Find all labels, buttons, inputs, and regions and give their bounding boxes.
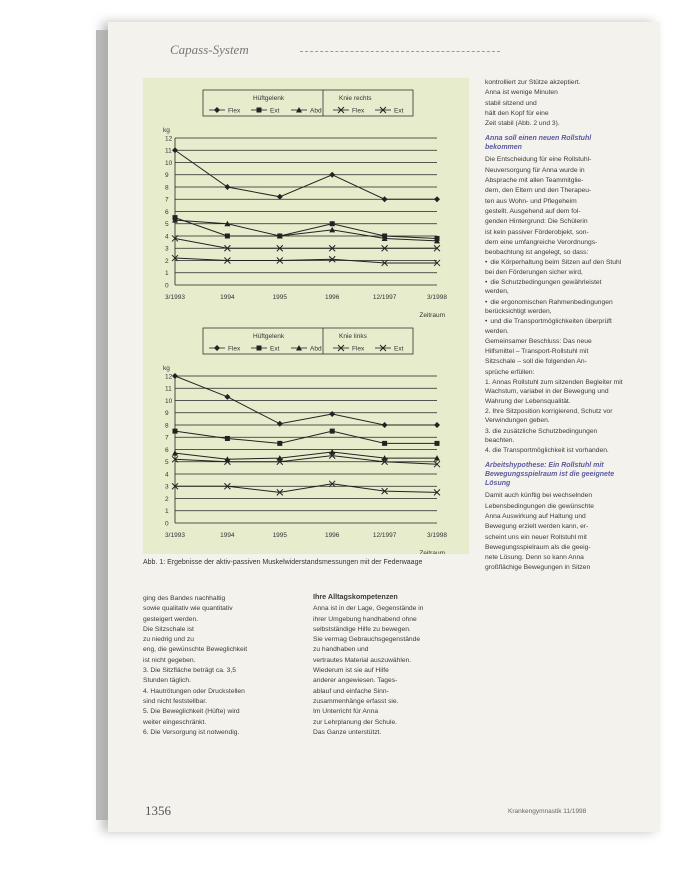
text-line: Die Entscheidung für eine Rollstuhl- [485, 156, 592, 164]
legend-group-label: Knie rechts [339, 95, 372, 102]
text-line: scheint uns ein neuer Rollstuhl mit [485, 533, 587, 541]
y-tick-label: 5 [165, 459, 169, 467]
right-heading-1: Anna soll einen neuen Rollstuhl bekommen [485, 135, 592, 152]
legend-entry: Flex [352, 345, 365, 353]
data-point-1 [435, 441, 440, 446]
numbered-item: 4. die Transportmöglichkeit ist vorhanden. [485, 447, 609, 455]
x-tick-label: 12/1997 [372, 294, 397, 301]
data-point-0 [257, 108, 262, 113]
text-line: Sie vermag Gebrauchsgegenstände [313, 636, 421, 644]
text-line: beobachtung ist angelegt, so dass: [485, 249, 589, 257]
bullet-item: • die Körperhaltung beim Sitzen auf den Stuhl bei den Förderungen sicher wird, [485, 258, 625, 277]
data-point-0 [382, 196, 388, 202]
right-column [485, 78, 625, 574]
x-tick-label: 1996 [324, 532, 340, 539]
data-point-1 [225, 436, 230, 441]
y-tick-label: 9 [165, 410, 169, 418]
y-tick-label: 2 [165, 495, 169, 503]
text-line: nete Lösung. Denn so kann Anna [485, 554, 584, 562]
text-line: Anna Auswirkung auf Haltung und [485, 512, 586, 520]
y-tick-label: 5 [165, 221, 169, 229]
text-line: weiter eingeschränkt. [143, 718, 207, 726]
text-line: Absprache mit allen Teammitglie- [485, 177, 584, 185]
y-tick-label: 6 [165, 446, 169, 454]
text-line: Im Unterricht für Anna [313, 708, 379, 716]
x-tick-label: 1995 [272, 294, 288, 301]
text-line: großflächige Bewegungen in Sitzen [485, 564, 591, 572]
y-tick-label: 7 [165, 434, 169, 442]
y-tick-label: 12 [165, 373, 173, 381]
right-heading-2: Arbeitshypothese: Ein Rollstuhl mit Bewegungsspielraum ist die geeignete Lösung [485, 462, 615, 488]
data-point-1 [214, 345, 220, 351]
data-point-0 [330, 221, 335, 226]
x-tick-label: 1995 [272, 532, 288, 539]
legend-entry: Flex [352, 107, 365, 115]
y-tick-label: 10 [165, 159, 173, 167]
text-line: Neuversorgung für Anna wurde in [485, 166, 585, 174]
data-point-1 [434, 422, 440, 428]
numbered-item: 1. Annas Rollstuhl zum sitzenden Begleiter mit Wachstum, variabel in der Bewegung und Wahrung der Lebensqualität. [485, 379, 623, 405]
legend-entry: Ext [394, 107, 404, 115]
y-tick-label: 4 [165, 471, 169, 479]
text-line: Anna ist wenige Minuten [485, 89, 558, 97]
text-line: Zeit stabil (Abb. 2 und 3). [485, 120, 560, 128]
x-tick-label: 1994 [220, 294, 235, 301]
y-tick-label: 11 [165, 147, 172, 155]
text-line: Das Ganze unterstützt. [313, 728, 382, 736]
text-line: stabil sitzend und [485, 99, 537, 107]
text-line: Stunden täglich. [143, 677, 191, 685]
y-tick-label: 9 [165, 172, 169, 180]
data-point-1 [173, 429, 178, 434]
data-point-1 [382, 422, 388, 428]
series-line-3 [175, 238, 437, 248]
legend-group-label: Hüftgelenk [253, 95, 285, 102]
x-tick-label: 12/1997 [372, 532, 397, 539]
text-line: zusammenhänge erfasst sie. [313, 697, 399, 705]
bullet-item: • und die Transportmöglichkeiten überprüft werden. [485, 317, 625, 336]
data-point-0 [225, 234, 230, 239]
text-line: hält den Kopf für eine [485, 109, 549, 117]
legend-entry: Ext [270, 107, 280, 115]
y-tick-label: 10 [165, 397, 173, 405]
x-tick-label: 1994 [220, 532, 235, 539]
y-tick-label: 8 [165, 184, 169, 192]
text-line: gesteigert werden. [143, 615, 199, 623]
text-line: Anna ist in der Lage, Gegenstände in [313, 605, 424, 613]
series-line-3 [175, 456, 437, 465]
x-tick-label: 3/1998 [427, 532, 447, 539]
legend-entry: Ext [394, 345, 404, 353]
figure [143, 78, 469, 554]
data-point-1 [330, 429, 335, 434]
text-line: dern, den Eltern und den Therapeu- [485, 187, 592, 195]
numbered-item: 3. die zusätzliche Schutzbedingungen beachten. [485, 427, 598, 444]
text-line: Die Sitzschale ist [143, 625, 194, 633]
text-line: ist nicht gegeben. [143, 656, 196, 664]
text-line: zur Lehrplanung der Schule. [313, 718, 398, 726]
text-line: Sitzschale – soll die folgenden An- [485, 358, 587, 366]
data-point-0 [434, 196, 440, 202]
legend-entry: Abd [310, 107, 322, 115]
y-tick-label: 1 [165, 270, 169, 278]
numbered-item: 2. Ihre Sitzposition korrigierend, Schutz vor Verwindungen geben. [485, 407, 613, 425]
data-point-1 [224, 394, 230, 400]
y-tick-label: 12 [165, 135, 173, 143]
data-point-1 [277, 421, 283, 427]
text-line: ten aus Wohn- und Pflegeheim [485, 197, 577, 205]
text-line: sowie qualitativ wie quantitativ [143, 605, 233, 613]
bullet-item: • die ergonomischen Rahmenbedingungen berücksichtigt werden, [485, 298, 625, 317]
text-line: kontrolliert zur Stütze akzeptiert. [485, 79, 581, 86]
left-column [143, 594, 303, 738]
text-line: eng, die gewünschte Beweglichkeit [143, 646, 248, 654]
figure-caption: Abb. 1: Ergebnisse der aktiv-passiven Muskelwiderstandsmessungen mit der Federwaage [143, 559, 423, 566]
y-tick-label: 3 [165, 245, 169, 253]
text-line: Bewegung erzielt werden kann, er- [485, 523, 589, 531]
text-line: Damit auch künftig bei wechselnden [485, 492, 593, 500]
text-line: Lebensbedingungen die gewünschte [485, 502, 594, 510]
x-tick-label: 3/1993 [165, 294, 185, 301]
y-tick-label: 0 [165, 520, 169, 528]
text-line: ist kein passiver Förderobjekt, son- [485, 228, 589, 236]
y-tick-label: 7 [165, 196, 169, 204]
text-line: Bewegungsspielraum als die geeig- [485, 543, 591, 551]
text-line: anderer angewiesen. Tages- [313, 677, 398, 685]
section-heading: Ihre Alltagskompetenzen [313, 592, 398, 601]
text-line: vertrautes Material auszuwählen. [313, 656, 412, 664]
x-tick-label: 3/1998 [427, 294, 447, 301]
legend-entry: Ext [270, 345, 280, 353]
data-point-1 [257, 346, 262, 351]
legend-entry: Flex [228, 107, 241, 115]
x-tick-label: 1996 [324, 294, 340, 301]
text-line: ablauf und einfache Sinn- [313, 687, 389, 695]
line-charts [143, 78, 469, 554]
series-line-1 [175, 218, 437, 239]
journal-footer: Krankengymnastik 11/1998 [508, 808, 587, 815]
text-line: 3. Die Sitzfläche beträgt ca. 3,5 [143, 667, 236, 675]
text-line: dern eine umfangreiche Verordnungs- [485, 238, 598, 246]
y-tick-label: 4 [165, 233, 169, 241]
y-tick-label: 2 [165, 257, 169, 265]
y-tick-label: 3 [165, 483, 169, 491]
text-line: Gemeinsamer Beschluss: Das neue [485, 337, 592, 345]
y-tick-label: 8 [165, 422, 169, 430]
running-header: Capass-System [170, 42, 249, 57]
legend-entry: Flex [228, 345, 241, 353]
text-line: genden Hintergrund: Die Schülerin [485, 218, 588, 226]
page-number: 1356 [145, 803, 171, 818]
text-line: sind nicht feststellbar. [143, 697, 207, 705]
data-point-1 [172, 373, 178, 379]
header-rule [300, 51, 500, 52]
text-line: 5. Die Beweglichkeit (Hüfte) wird [143, 708, 240, 716]
x-axis-label: Zeitraum [419, 312, 445, 319]
text-line: selbstständige Hilfe zu bewegen. [313, 625, 411, 633]
data-point-1 [277, 441, 282, 446]
middle-column [313, 592, 469, 738]
text-line: sprüche erfüllen: [485, 368, 535, 376]
x-tick-label: 3/1993 [165, 532, 185, 539]
data-point-0 [329, 172, 335, 178]
text-line: ihrer Umgebung handhabend ohne [313, 615, 417, 623]
data-point-0 [214, 107, 220, 113]
y-tick-label: 11 [165, 385, 172, 393]
text-line: gestellt. Ausgehend auf dem fol- [485, 207, 581, 215]
y-tick-label: 1 [165, 508, 169, 516]
legend-group-label: Knie links [339, 333, 367, 340]
text-line: Hilfsmittel – Transport-Rollstuhl mit [485, 348, 589, 356]
text-line: 4. Hautrötungen oder Druckstellen [143, 687, 245, 695]
data-point-0 [172, 147, 178, 153]
text-line: zu niedrig und zu [143, 636, 194, 644]
series-line-2 [175, 220, 437, 241]
y-tick-label: 6 [165, 208, 169, 216]
data-point-1 [382, 441, 387, 446]
y-tick-label: 0 [165, 282, 169, 290]
data-point-0 [224, 184, 230, 190]
legend-group-label: Hüftgelenk [253, 333, 285, 340]
text-line: 6. Die Versorgung ist notwendig. [143, 728, 240, 736]
series-line-4 [175, 484, 437, 493]
y-axis-label: kg [163, 127, 170, 134]
data-point-1 [329, 411, 335, 417]
bullet-item: • die Schutzbedingungen gewährleistet werden, [485, 278, 625, 297]
y-axis-label: kg [163, 365, 170, 372]
text-line: Wiederum ist sie auf Hilfe [313, 667, 389, 675]
x-axis-label: Zeitraum [419, 550, 445, 554]
text-line: ging des Bandes nachhaltig [143, 595, 226, 602]
text-line: zu handhaben und [313, 646, 369, 654]
legend-entry: Abd [310, 345, 322, 353]
